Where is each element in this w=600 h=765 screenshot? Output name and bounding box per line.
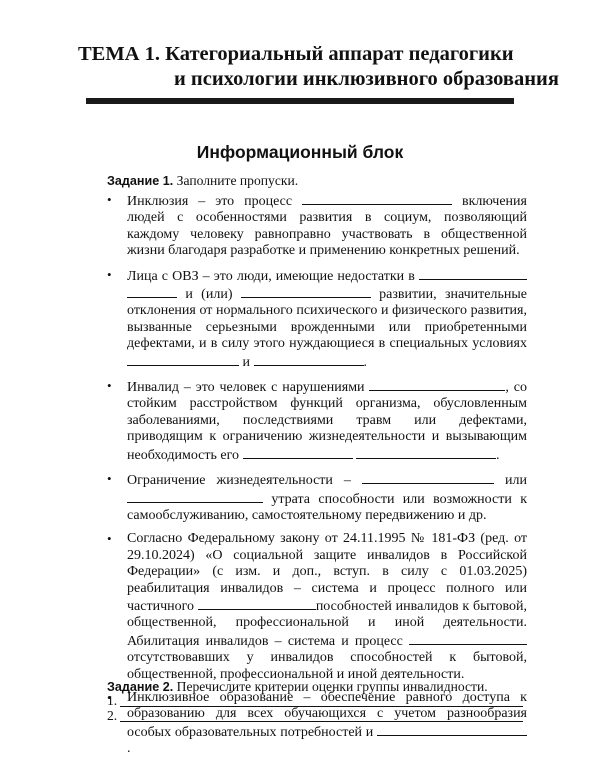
fill-blank[interactable] [369, 378, 505, 391]
item-text: утрата способности или возможности к самообслуживанию, самостоятельному передвижению и др. [127, 491, 527, 523]
item-text: и (или) [177, 287, 241, 303]
item-text: или [493, 473, 527, 489]
fill-blank[interactable] [254, 353, 364, 366]
item-text: Лица с ОВЗ – это люди, имеющие недостатки в [127, 268, 419, 284]
item-text: пособностей инвалидов к бытовой, общественной, профессиональной и иной деятельности. Абилитация инвалидов – система и процесс [127, 598, 527, 649]
answer-underline [120, 721, 523, 722]
item-text: Инклюзивное образование – обеспечение равного доступа к образованию для всех обучающихся с учетом разнообразия особых образовательных потребностей и [127, 689, 527, 740]
fill-blank[interactable] [302, 192, 452, 205]
item-text: Инклюзия – это процесс [127, 194, 303, 209]
chapter-heading-line-1: ТЕМА 1. Категориальный аппарат педагогики [78, 43, 514, 65]
item-text: . [496, 447, 500, 463]
item-text: Инвалид – это человек с нарушениями [127, 380, 370, 396]
fill-blank[interactable] [127, 285, 177, 298]
fill-blank[interactable] [377, 723, 527, 736]
item-text: включения людей с особенностями развития в социум, позволяющий каждому человеку равноправно участвовать в общественной жизни благодаря разработке и применению конкретных решений. [127, 194, 527, 259]
item-text: отсутствовавших у инвалидов способностей к бытовой, общественной, профессиональной и иной деятельности. [127, 650, 527, 682]
section-title: Информационный блок [196, 142, 404, 162]
fill-blank[interactable] [241, 285, 371, 298]
fill-blank[interactable] [127, 490, 263, 503]
item-text: развитии, значительные отклонения от нормального психического и физического развития, вызванные серьезными врожденными или приобретенными дефектами, и в силу этого нуждающиеся в специальных условиях [127, 287, 527, 352]
task-1-instruction [107, 173, 298, 189]
task-2-label: Задание 2. [107, 680, 174, 694]
fill-blank[interactable] [362, 471, 494, 484]
item-text: Ограничение жизнедеятельности – [127, 473, 362, 489]
item-text: и [239, 354, 254, 370]
list-item [107, 531, 527, 683]
fill-blank[interactable] [419, 267, 527, 280]
answer-line-2[interactable] [107, 708, 523, 724]
heading-rule [86, 98, 514, 104]
item-text: . [363, 354, 367, 370]
list-item [107, 267, 527, 371]
answer-underline [120, 706, 523, 707]
fill-blank[interactable] [409, 632, 527, 645]
task-1-text: Заполните пропуски. [173, 173, 299, 188]
answer-number: 1. [107, 693, 118, 708]
item-text: Согласно Федеральному закону от 24.11.1995 № 181-ФЗ (ред. от 29.10.2024) «О социальной защите инвалидов в Российской Федерации» (с изм. и доп., вступ. в силу с 01.03.2025) реабилитация инвалидов – система и процесс полного или частичного [127, 531, 527, 614]
list-item [107, 378, 527, 464]
item-text: , со стойким расстройством функций организма, обусловленным заболеваниями, последствиями травм или дефектами, приводящим к ограничению жизнедеятельности и вызывающим необходимость его [127, 380, 528, 463]
list-item [107, 471, 527, 524]
fill-blank[interactable] [356, 446, 496, 459]
task-1-label: Задание 1. [107, 174, 174, 188]
list-item [107, 192, 527, 260]
item-text: . [127, 741, 131, 757]
task-2-text: Перечислите критерии оценки группы инвалидности. [173, 679, 488, 694]
chapter-heading [78, 42, 559, 92]
answer-line-1[interactable] [107, 693, 523, 709]
fill-blank[interactable] [198, 597, 316, 610]
fill-blank[interactable] [243, 446, 353, 459]
chapter-heading-line-2: и психологии инклюзивного образования [174, 68, 559, 90]
answer-number: 2. [107, 708, 118, 723]
fill-blank[interactable] [127, 353, 239, 366]
